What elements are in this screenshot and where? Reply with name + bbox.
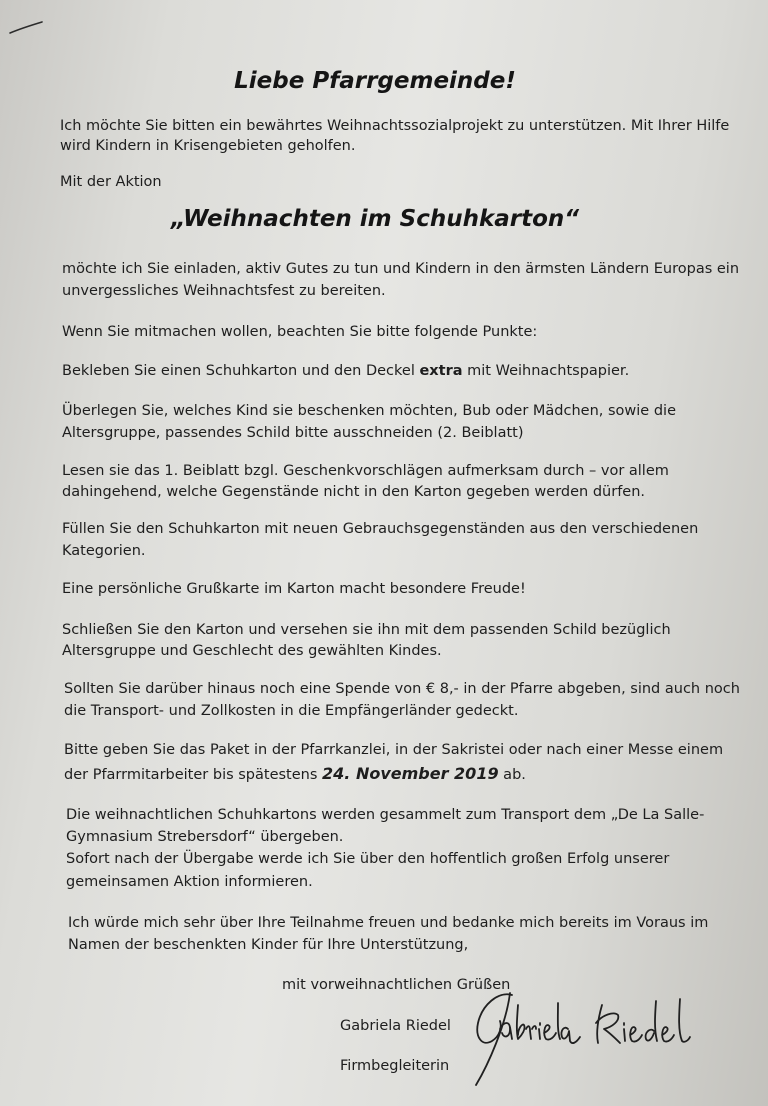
grusskarte-line: Eine persönliche Grußkarte im Karton macht besondere Freude!	[62, 581, 526, 597]
dank-line-2: Namen der beschenkten Kinder für Ihre Unterstützung,	[68, 937, 469, 953]
spende-line-1: Sollten Sie darüber hinaus noch eine Spende von € 8,- in der Pfarre abgeben, sind auch noch	[64, 681, 740, 697]
abgabe-line-2	[64, 764, 526, 785]
step-ueberlegen-line-1: Überlegen Sie, welches Kind sie beschenken möchten, Bub oder Mädchen, sowie die	[62, 403, 676, 419]
step-bekleben-before: Bekleben Sie einen Schuhkarton und den Deckel	[62, 363, 420, 379]
mitmachen-line: Wenn Sie mitmachen wollen, beachten Sie bitte folgende Punkte:	[62, 324, 538, 340]
invite-line-1: möchte ich Sie einladen, aktiv Gutes zu tun und Kindern in den ärmsten Ländern Europas ein	[62, 261, 740, 277]
step-ueberlegen-line-2: Altersgruppe, passendes Schild bitte ausschneiden (2. Beiblatt)	[62, 425, 524, 441]
step-bekleben	[62, 361, 629, 381]
transport-line-3: Sofort nach der Übergabe werde ich Sie über den hoffentlich großen Erfolg unserer	[66, 851, 670, 867]
signer-role: Firmbegleiterin	[340, 1058, 450, 1074]
intro-line-1: Ich möchte Sie bitten ein bewährtes Weihnachtssozialprojekt zu unterstützen. Mit Ihrer Hilfe	[60, 118, 730, 134]
transport-line-4: gemeinsamen Aktion informieren.	[66, 874, 313, 890]
handwritten-signature	[468, 985, 698, 1090]
step-lesen-line-1: Lesen sie das 1. Beiblatt bzgl. Geschenkvorschlägen aufmerksam durch – vor allem	[62, 463, 669, 479]
step-fuellen-line-1: Füllen Sie den Schuhkarton mit neuen Gebrauchsgegenständen aus den verschiedenen	[62, 521, 699, 537]
dank-line-1: Ich würde mich sehr über Ihre Teilnahme freuen und bedanke mich bereits im Voraus im	[68, 915, 709, 931]
step-schliessen-line-2: Altersgruppe und Geschlecht des gewählten Kindes.	[62, 643, 442, 659]
abgabe-line-2-before: der Pfarrmitarbeiter bis spätestens	[64, 767, 323, 783]
pen-mark	[8, 18, 48, 38]
campaign-title: „Weihnachten im Schuhkarton“	[170, 206, 580, 232]
intro-line-2: wird Kindern in Krisengebieten geholfen.	[60, 138, 356, 154]
step-fuellen-line-2: Kategorien.	[62, 543, 146, 559]
abgabe-line-2-after: ab.	[498, 767, 526, 783]
transport-line-1: Die weihnachtlichen Schuhkartons werden gesammelt zum Transport dem „De La Salle-	[66, 807, 705, 823]
invite-line-2: unvergessliches Weihnachtsfest zu bereiten.	[62, 283, 386, 299]
step-bekleben-bold: extra	[419, 363, 463, 379]
mit-der-aktion: Mit der Aktion	[60, 174, 162, 190]
closing-greeting: mit vorweihnachtlichen Grüßen	[282, 977, 511, 993]
step-lesen-line-2: dahingehend, welche Gegenstände nicht in den Karton gegeben werden dürfen.	[62, 484, 646, 500]
step-bekleben-after: mit Weihnachtspapier.	[462, 363, 630, 379]
signer-name: Gabriela Riedel	[340, 1018, 451, 1034]
abgabe-line-1: Bitte geben Sie das Paket in der Pfarrkanzlei, in der Sakristei oder nach einer Messe einem	[64, 742, 724, 758]
deadline-date: 24. November 2019	[322, 764, 499, 783]
letter-title: Liebe Pfarrgemeinde!	[234, 68, 516, 94]
transport-line-2: Gymnasium Strebersdorf“ übergeben.	[66, 829, 344, 845]
step-schliessen-line-1: Schließen Sie den Karton und versehen sie ihn mit dem passenden Schild bezüglich	[62, 622, 671, 638]
spende-line-2: die Transport- und Zollkosten in die Empfängerländer gedeckt.	[64, 703, 519, 719]
